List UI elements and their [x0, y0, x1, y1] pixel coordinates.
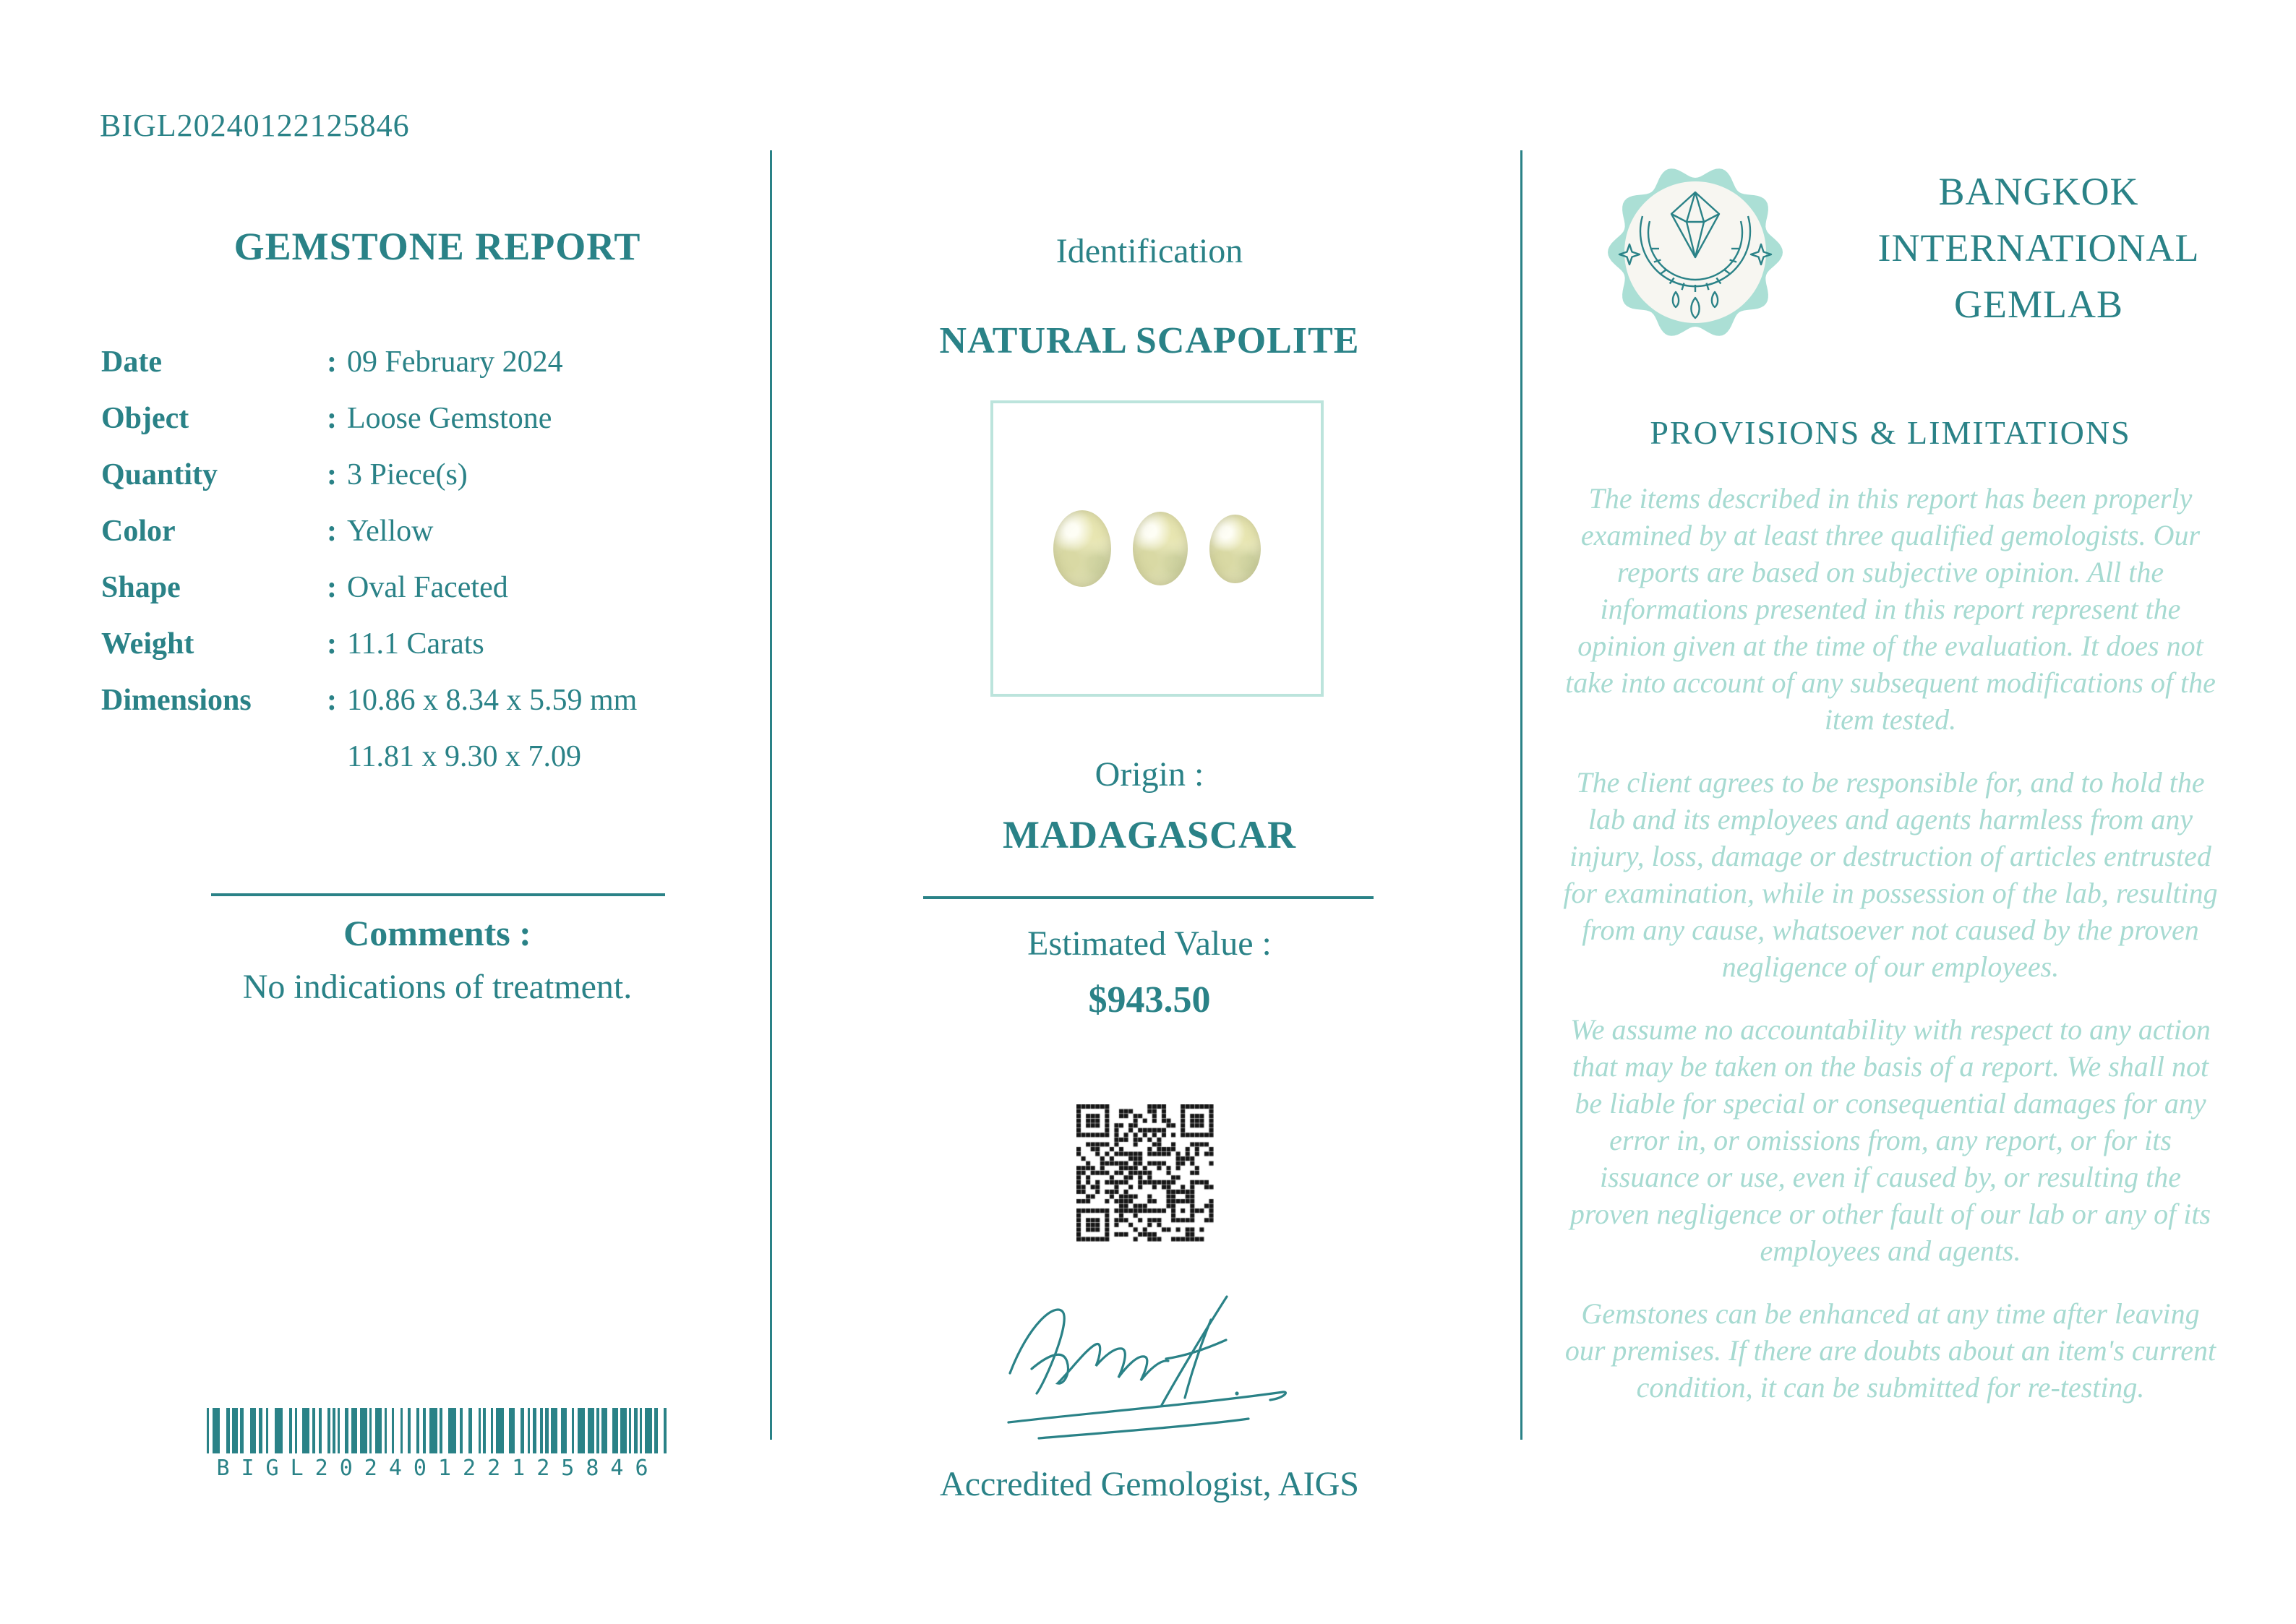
origin-value: MADAGASCAR: [1003, 813, 1296, 856]
provisions-paragraph-4: Gemstones can be enhanced at any time after leaving our premises. If there are doubts about an item's current condition, it can be submitted for re-testing.: [1564, 1297, 2216, 1404]
field-separator: :: [327, 627, 337, 661]
comments-text: No indications of treatment.: [242, 968, 633, 1006]
gemstone-image-1: [1053, 510, 1111, 587]
barcode-bars: [207, 1408, 667, 1453]
field-value-dimensions: 10.86 x 8.34 x 5.59 mm: [347, 684, 638, 717]
lab-name-line-1: BANGKOK: [1938, 170, 2139, 213]
gemologist-title: Accredited Gemologist, AIGS: [940, 1465, 1359, 1503]
spacer: [101, 740, 327, 796]
report-title: GEMSTONE REPORT: [234, 225, 641, 268]
field-label-color: Color: [101, 515, 176, 548]
report-number: BIGL20240122125846: [100, 108, 410, 143]
value-divider-line: [923, 896, 1374, 899]
field-label-date: Date: [101, 345, 162, 379]
gemstone-image-3: [1209, 515, 1261, 583]
estimated-value-amount: $943.50: [1088, 979, 1211, 1021]
report-fields-table: [101, 345, 752, 796]
provisions-title: PROVISIONS & LIMITATIONS: [1650, 414, 2131, 451]
field-label-object: Object: [101, 402, 189, 435]
estimated-value-label: Estimated Value :: [1027, 924, 1272, 963]
field-value-color: Yellow: [347, 515, 434, 548]
field-value-date: 09 February 2024: [347, 345, 563, 379]
identification-heading: Identification: [1055, 232, 1243, 270]
origin-label: Origin :: [1095, 755, 1204, 794]
lab-logo-badge: [1605, 162, 1786, 343]
gemologist-signature: [994, 1263, 1305, 1473]
field-value-weight: 11.1 Carats: [347, 627, 484, 661]
provisions-paragraph-3: We assume no accountability with respect to any action that may be taken on the basis of a report. We shall not be liable for special or consequential damages for any error in, or omissions from, any report, or for its issuance or use, even if caused by, or resulting the proven negligence or other fault of our lab or any of its employees and agents.: [1569, 1013, 2211, 1267]
lab-name-line-3: GEMLAB: [1954, 283, 2123, 326]
field-label-shape: Shape: [101, 571, 181, 604]
provisions-paragraph-1: The items described in this report has been properly examined by at least three qualified gemologists. Our reports are based on subjective opinion. All the informations presented in this report represent the opinion given at the time of the evaluation. It does not take into account of any subsequent modifications of the item tested.: [1565, 482, 2216, 736]
field-value-dimensions-2: 11.81 x 9.30 x 7.09: [347, 740, 581, 773]
column-divider-right: [1520, 150, 1522, 1440]
comments-divider-line: [211, 893, 665, 896]
qr-code: [1076, 1104, 1214, 1242]
field-value-object: Loose Gemstone: [347, 402, 552, 435]
field-label-weight: Weight: [101, 627, 194, 661]
gemstone-photo-frame: [990, 400, 1324, 697]
column-divider-left: [770, 150, 772, 1440]
comments-label: Comments :: [343, 913, 531, 953]
lab-name: [1822, 163, 2256, 332]
field-separator: :: [327, 345, 337, 379]
field-value-shape: Oval Faceted: [347, 571, 508, 604]
gemstone-image-2: [1133, 512, 1188, 585]
lab-name-line-2: INTERNATIONAL: [1877, 226, 2200, 270]
field-label-dimensions: Dimensions: [101, 684, 252, 717]
barcode-graphic: [207, 1408, 667, 1453]
field-value-quantity: 3 Piece(s): [347, 458, 468, 491]
provisions-paragraph-2: The client agrees to be responsible for, and to hold the lab and its employees and agents harmless from any injury, loss, damage or destruction of articles entrusted for examination, while in possession of the lab, resulting from any cause, whatsoever not caused by the proven negligence of our employees.: [1563, 766, 2218, 983]
species-name: NATURAL SCAPOLITE: [939, 320, 1360, 361]
field-separator: :: [327, 571, 337, 604]
field-label-quantity: Quantity: [101, 458, 218, 491]
provisions-paragraphs: [1558, 480, 2223, 1432]
spacer: [327, 740, 347, 796]
barcode-text: BIGL20240122125846: [216, 1456, 660, 1481]
field-separator: :: [327, 458, 337, 491]
field-separator: :: [327, 402, 337, 435]
field-separator: :: [327, 684, 337, 717]
field-separator: :: [327, 515, 337, 548]
